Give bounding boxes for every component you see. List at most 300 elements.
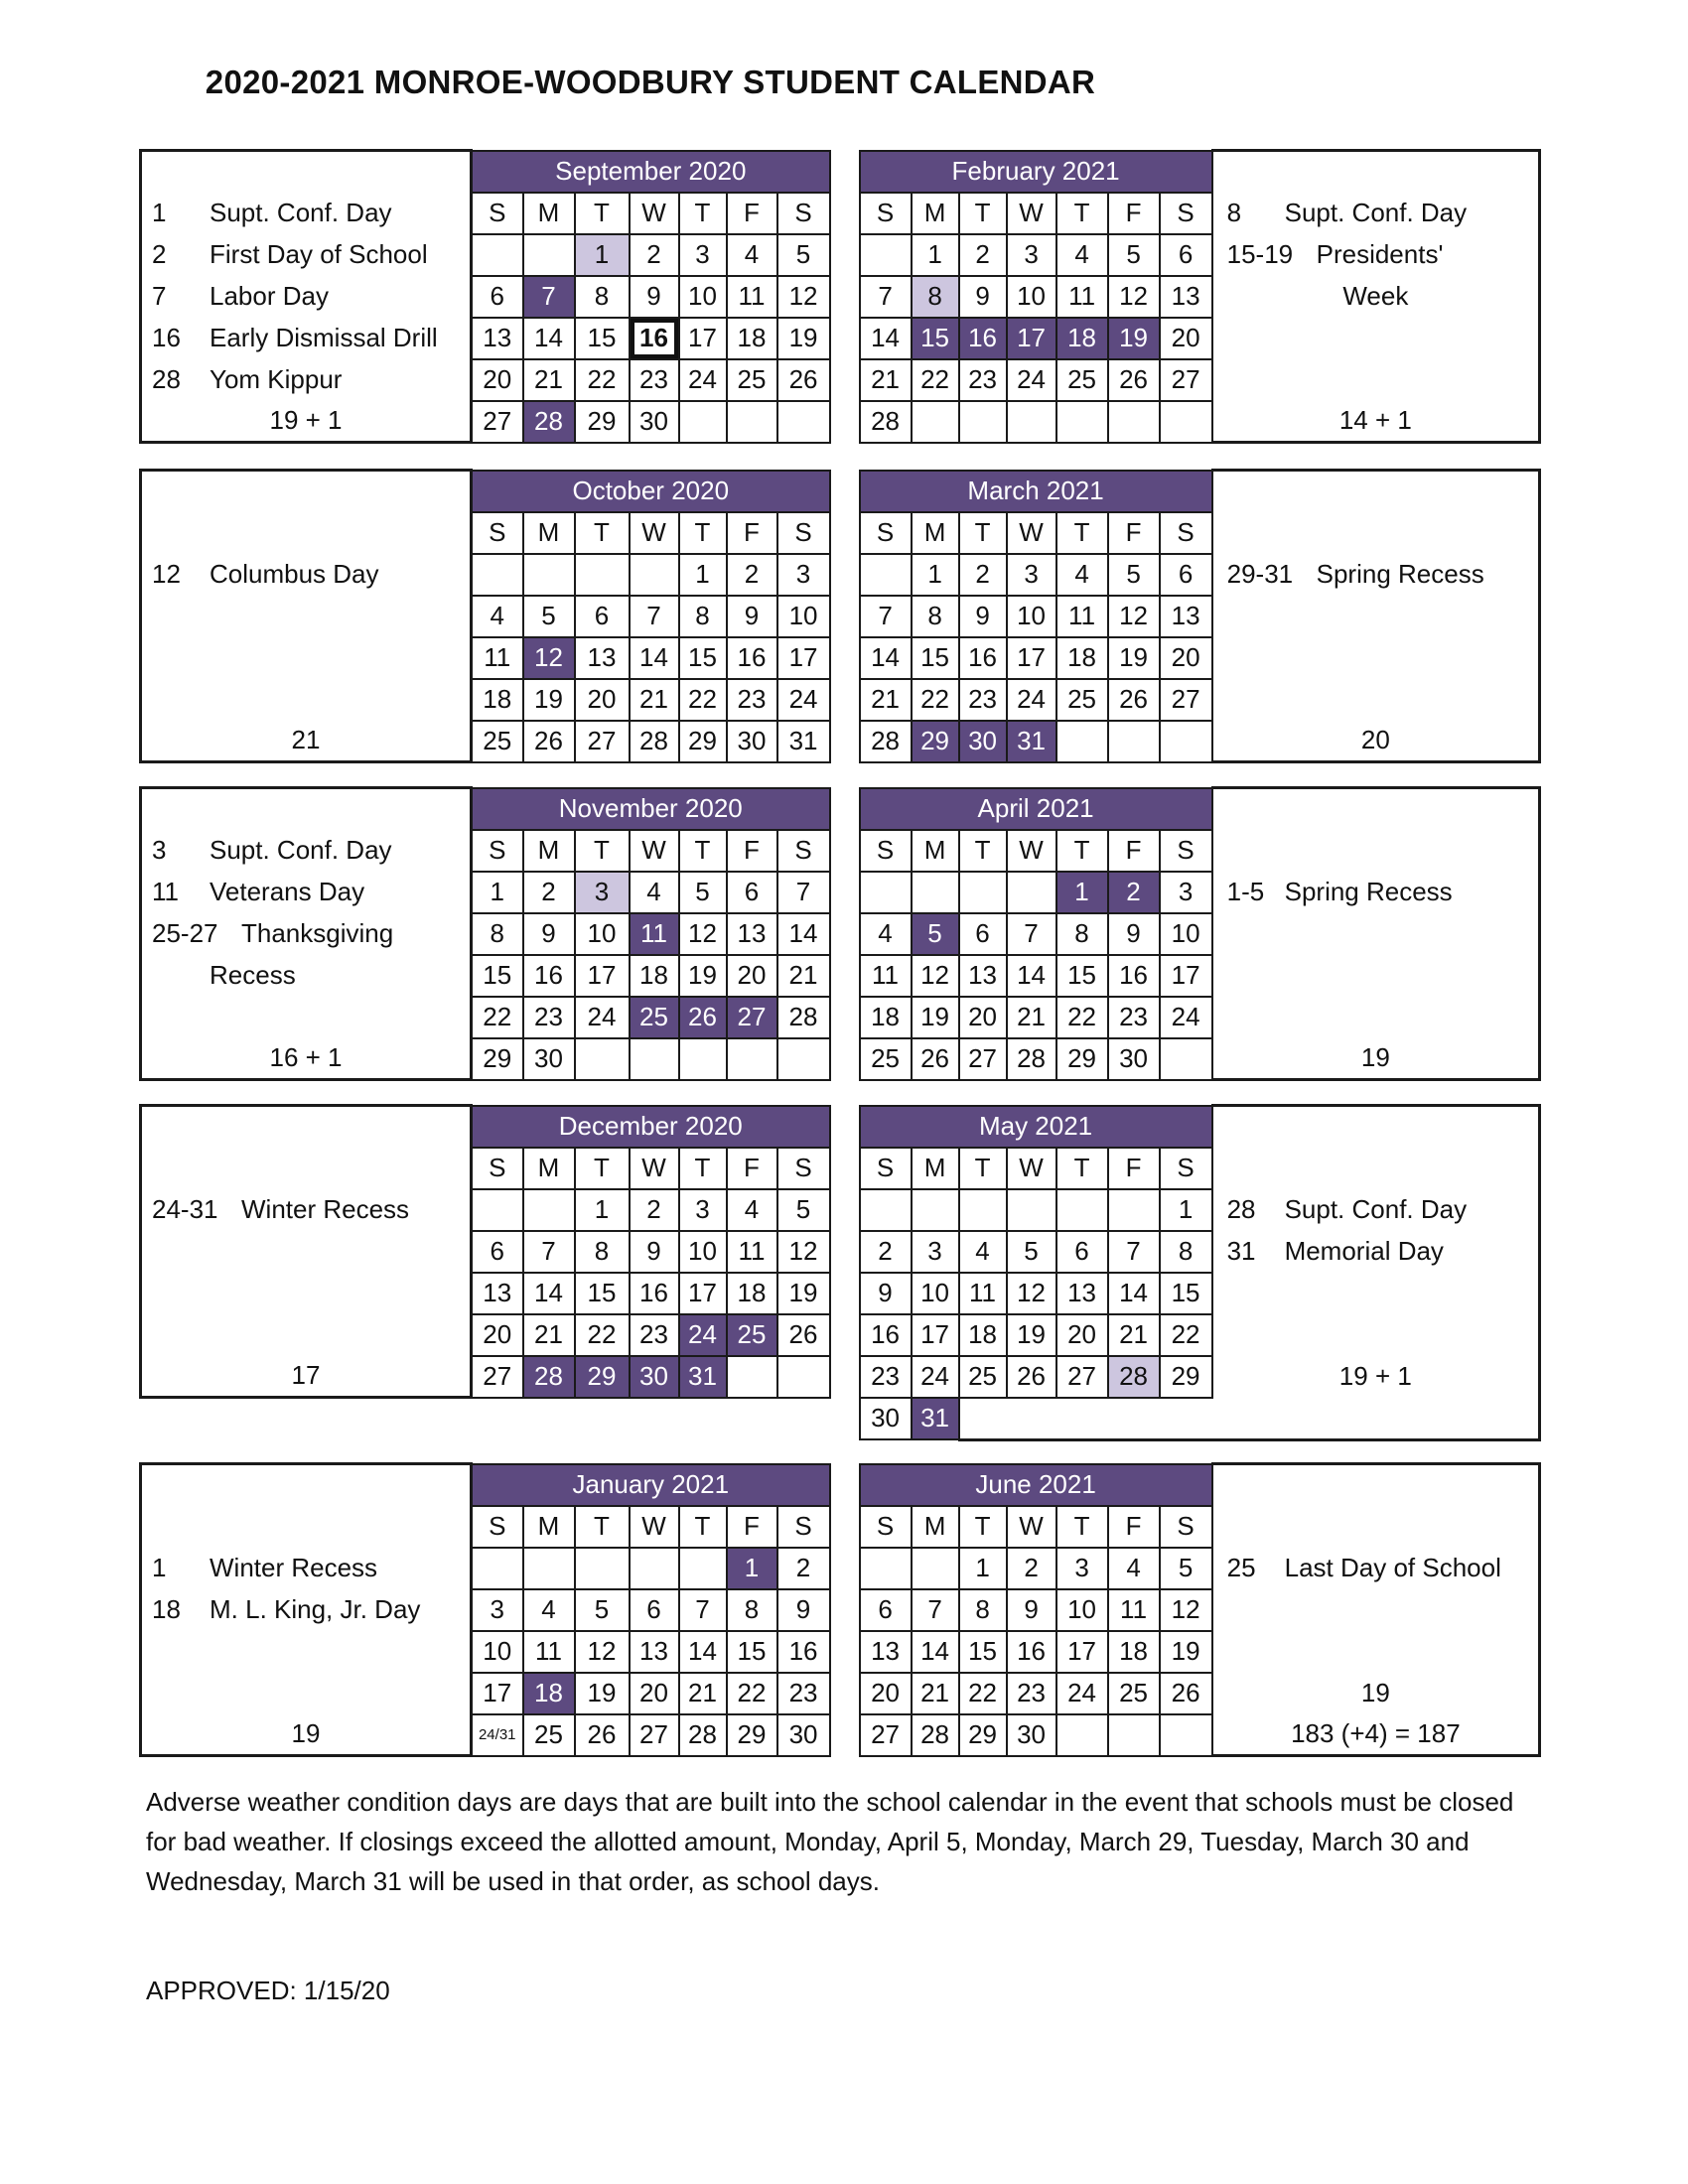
day-cell: 31 <box>777 721 830 762</box>
day-cell: 29 <box>575 401 630 443</box>
day-cell: 25 <box>727 359 777 401</box>
day-cell: 26 <box>1108 359 1160 401</box>
day-cell: 17 <box>777 637 830 679</box>
day-cell: 23 <box>860 1356 912 1398</box>
day-cell: 18 <box>1056 637 1108 679</box>
day-cell: 30 <box>727 721 777 762</box>
day-cell: 12 <box>1160 1589 1212 1631</box>
day-cell: 11 <box>1108 1589 1160 1631</box>
day-cell: 10 <box>575 913 630 955</box>
day-cell: 27 <box>630 1714 679 1756</box>
day-cell: 30 <box>630 1356 679 1398</box>
empty-day-cell <box>472 1548 523 1589</box>
day-cell: 31 <box>679 1356 727 1398</box>
calendar-block <box>139 1104 1541 1441</box>
day-cell: 26 <box>912 1038 959 1080</box>
day-cell: 8 <box>959 1589 1007 1631</box>
day-cell: 11 <box>1056 596 1108 637</box>
day-cell: 3 <box>679 234 727 276</box>
day-cell: 8 <box>1056 913 1108 955</box>
day-cell: 18 <box>630 955 679 997</box>
day-cell: 23 <box>630 359 679 401</box>
day-cell: 13 <box>472 1273 523 1314</box>
event-date: 1 <box>152 1553 167 1582</box>
day-cell: 25 <box>727 1314 777 1356</box>
day-cell: 15 <box>575 1273 630 1314</box>
day-cell: 4 <box>1056 554 1108 596</box>
event-label: Last Day of School <box>1284 1553 1501 1582</box>
month-header: March 2021 <box>860 471 1212 512</box>
month-total: 21 <box>141 721 472 762</box>
day-cell: 14 <box>912 1631 959 1673</box>
day-cell: 21 <box>679 1673 727 1714</box>
weekday-label: S <box>472 830 523 872</box>
month-header: December 2020 <box>472 1106 830 1148</box>
day-cell: 25 <box>1108 1673 1160 1714</box>
day-cell: 12 <box>1007 1273 1056 1314</box>
month-total: 19 + 1 <box>141 401 472 443</box>
day-cell: 11 <box>630 913 679 955</box>
day-cell: 16 <box>630 318 679 359</box>
day-cell: 30 <box>630 401 679 443</box>
empty-day-cell <box>1108 1714 1160 1756</box>
empty-day-cell <box>472 554 523 596</box>
weekday-label: M <box>912 1506 959 1548</box>
day-cell: 15 <box>912 318 959 359</box>
day-cell: 19 <box>679 955 727 997</box>
month-total <box>1212 1398 1540 1440</box>
day-cell: 2 <box>727 554 777 596</box>
day-cell: 13 <box>472 318 523 359</box>
empty-day-cell <box>1007 401 1056 443</box>
day-cell: 20 <box>1056 1314 1108 1356</box>
event-note <box>1212 872 1540 913</box>
day-cell: 5 <box>1108 554 1160 596</box>
day-cell: 14 <box>523 318 575 359</box>
day-cell: 22 <box>472 997 523 1038</box>
day-cell: 1 <box>1160 1189 1212 1231</box>
day-cell: 16 <box>777 1631 830 1673</box>
weekday-label: M <box>523 1506 575 1548</box>
empty-day-cell <box>1160 721 1212 762</box>
day-cell: 15 <box>727 1631 777 1673</box>
event-note <box>1212 193 1540 234</box>
day-cell: 9 <box>1108 913 1160 955</box>
empty-day-cell <box>777 1038 830 1080</box>
event-note <box>141 359 472 401</box>
event-note <box>1212 276 1540 318</box>
empty-day-cell <box>575 1548 630 1589</box>
day-cell: 28 <box>523 1356 575 1398</box>
weekday-label: T <box>959 193 1007 234</box>
empty-day-cell <box>1056 1714 1108 1756</box>
day-cell: 27 <box>959 1038 1007 1080</box>
day-cell: 31 <box>912 1398 959 1440</box>
day-cell: 27 <box>860 1714 912 1756</box>
day-cell: 16 <box>727 637 777 679</box>
empty-day-cell <box>777 401 830 443</box>
weekday-label: M <box>523 193 575 234</box>
empty-day-cell <box>860 1548 912 1589</box>
event-label: Yom Kippur <box>210 364 343 394</box>
weekday-label: M <box>912 830 959 872</box>
day-cell: 17 <box>575 955 630 997</box>
event-label: M. L. King, Jr. Day <box>210 1594 421 1624</box>
day-cell: 13 <box>1056 1273 1108 1314</box>
day-cell: 21 <box>1108 1314 1160 1356</box>
day-cell: 18 <box>523 1673 575 1714</box>
weekday-label: S <box>860 193 912 234</box>
event-label: Supt. Conf. Day <box>210 835 392 865</box>
day-cell: 23 <box>1007 1673 1056 1714</box>
empty-day-cell <box>1056 1189 1108 1231</box>
weekday-label: W <box>630 1148 679 1189</box>
event-date: 18 <box>152 1594 181 1624</box>
day-cell: 3 <box>679 1189 727 1231</box>
event-date: 29-31 <box>1226 559 1294 589</box>
day-cell: 30 <box>777 1714 830 1756</box>
day-cell: 23 <box>1108 997 1160 1038</box>
day-cell: 20 <box>1160 318 1212 359</box>
weekday-label: S <box>860 512 912 554</box>
day-cell: 19 <box>777 318 830 359</box>
day-cell: 28 <box>860 721 912 762</box>
day-cell: 16 <box>959 318 1007 359</box>
day-cell: 10 <box>912 1273 959 1314</box>
empty-day-cell <box>912 401 959 443</box>
day-cell: 19 <box>912 997 959 1038</box>
day-cell: 16 <box>1108 955 1160 997</box>
day-cell: 4 <box>472 596 523 637</box>
empty-day-cell <box>777 1356 830 1398</box>
day-cell: 2 <box>630 234 679 276</box>
event-label: Spring Recess <box>1316 559 1484 589</box>
day-cell: 10 <box>679 276 727 318</box>
weekday-label: T <box>959 1148 1007 1189</box>
day-cell: 28 <box>523 401 575 443</box>
day-cell: 20 <box>1160 637 1212 679</box>
day-cell: 19 <box>575 1673 630 1714</box>
day-cell: 15 <box>679 637 727 679</box>
day-cell: 21 <box>523 1314 575 1356</box>
day-cell: 13 <box>860 1631 912 1673</box>
event-note <box>141 872 472 913</box>
day-cell: 22 <box>575 359 630 401</box>
weekday-label: T <box>679 193 727 234</box>
day-cell: 16 <box>630 1273 679 1314</box>
day-cell: 29 <box>472 1038 523 1080</box>
day-cell: 21 <box>860 679 912 721</box>
day-cell: 11 <box>727 276 777 318</box>
day-cell: 3 <box>1160 872 1212 913</box>
event-label: Thanksgiving <box>241 918 394 948</box>
day-cell: 10 <box>679 1231 727 1273</box>
calendar-block <box>139 786 1541 1081</box>
weekday-label: T <box>1056 193 1108 234</box>
day-cell: 22 <box>1056 997 1108 1038</box>
day-cell: 5 <box>575 1589 630 1631</box>
month-header: October 2020 <box>472 471 830 512</box>
day-cell: 6 <box>959 913 1007 955</box>
day-cell: 2 <box>959 554 1007 596</box>
day-cell: 19 <box>1160 1631 1212 1673</box>
empty-day-cell <box>860 234 912 276</box>
calendar-block <box>139 149 1541 444</box>
event-date: 15-19 <box>1226 239 1294 269</box>
day-cell: 15 <box>472 955 523 997</box>
empty-day-cell <box>679 401 727 443</box>
weekday-label: W <box>630 193 679 234</box>
weekday-label: S <box>472 193 523 234</box>
event-label: Supt. Conf. Day <box>210 198 392 227</box>
weekday-label: W <box>630 512 679 554</box>
day-cell: 5 <box>679 872 727 913</box>
day-cell: 5 <box>1007 1231 1056 1273</box>
day-cell: 7 <box>912 1589 959 1631</box>
day-cell: 29 <box>1160 1356 1212 1398</box>
event-date: 24-31 <box>152 1194 218 1224</box>
day-cell: 10 <box>1160 913 1212 955</box>
day-cell: 20 <box>472 359 523 401</box>
weekday-label: T <box>575 193 630 234</box>
month-total: 17 <box>141 1356 472 1398</box>
day-cell: 9 <box>630 276 679 318</box>
event-note <box>141 830 472 872</box>
day-cell: 17 <box>679 1273 727 1314</box>
weekday-label: M <box>523 830 575 872</box>
day-cell: 16 <box>523 955 575 997</box>
weekday-label: S <box>1160 830 1212 872</box>
event-note <box>141 193 472 234</box>
day-cell: 6 <box>472 276 523 318</box>
day-cell: 25 <box>959 1356 1007 1398</box>
day-cell: 2 <box>523 872 575 913</box>
weekday-label: T <box>679 1148 727 1189</box>
day-cell: 9 <box>959 596 1007 637</box>
event-note <box>141 1189 472 1231</box>
weekday-label: T <box>679 830 727 872</box>
weekday-label: T <box>575 1148 630 1189</box>
day-cell: 13 <box>1160 276 1212 318</box>
month-total: 19 <box>141 1714 472 1756</box>
day-cell: 7 <box>777 872 830 913</box>
day-cell: 2 <box>959 234 1007 276</box>
day-cell: 30 <box>1108 1038 1160 1080</box>
day-cell: 8 <box>472 913 523 955</box>
calendar-block <box>139 469 1541 763</box>
day-cell: 19 <box>1108 637 1160 679</box>
day-cell: 28 <box>630 721 679 762</box>
day-cell: 10 <box>777 596 830 637</box>
day-cell: 14 <box>860 318 912 359</box>
event-label: First Day of School <box>210 239 428 269</box>
day-cell: 4 <box>959 1231 1007 1273</box>
day-cell: 9 <box>523 913 575 955</box>
empty-day-cell <box>727 401 777 443</box>
day-cell: 10 <box>472 1631 523 1673</box>
day-cell: 1 <box>1056 872 1108 913</box>
weekday-label: M <box>912 193 959 234</box>
day-cell: 5 <box>777 234 830 276</box>
empty-day-cell <box>727 1038 777 1080</box>
day-cell: 23 <box>727 679 777 721</box>
day-cell: 8 <box>912 596 959 637</box>
day-cell: 2 <box>1007 1548 1056 1589</box>
day-cell: 4 <box>727 1189 777 1231</box>
day-cell: 29 <box>959 1714 1007 1756</box>
empty-day-cell <box>959 872 1007 913</box>
day-cell: 12 <box>1108 276 1160 318</box>
day-cell: 6 <box>575 596 630 637</box>
day-cell: 15 <box>912 637 959 679</box>
day-cell: 28 <box>1007 1038 1056 1080</box>
day-cell: 28 <box>777 997 830 1038</box>
weekday-label: W <box>630 1506 679 1548</box>
weekday-label: T <box>1056 512 1108 554</box>
day-cell: 13 <box>630 1631 679 1673</box>
empty-day-cell <box>472 234 523 276</box>
day-cell: 11 <box>860 955 912 997</box>
day-cell: 26 <box>1108 679 1160 721</box>
month-header: January 2021 <box>472 1464 830 1506</box>
weekday-label: S <box>777 1148 830 1189</box>
empty-day-cell <box>1108 401 1160 443</box>
page-title: 2020-2021 MONROE-WOODBURY STUDENT CALENDAR <box>205 64 1096 100</box>
day-cell: 14 <box>523 1273 575 1314</box>
day-cell: 29 <box>575 1356 630 1398</box>
day-cell: 9 <box>630 1231 679 1273</box>
weekday-label: W <box>1007 830 1056 872</box>
day-cell: 28 <box>860 401 912 443</box>
day-cell: 26 <box>777 359 830 401</box>
day-cell: 11 <box>959 1273 1007 1314</box>
day-cell: 1 <box>472 872 523 913</box>
event-note <box>141 318 472 359</box>
month-header: February 2021 <box>860 151 1212 193</box>
day-cell: 6 <box>1160 234 1212 276</box>
day-cell: 18 <box>959 1314 1007 1356</box>
weekday-label: F <box>1108 1148 1160 1189</box>
weekday-label: S <box>777 193 830 234</box>
day-cell: 9 <box>860 1273 912 1314</box>
weather-note: Adverse weather condition days are days that are built into the school calendar in the event that schools must be closed for bad weather. If closings exceed the allotted amount, Monday, April 5, Monday, March 29, Tuesday, March 30 and Wednesday, March 31 will be used in that order, as school days. <box>146 1787 1514 1896</box>
day-cell: 25 <box>630 997 679 1038</box>
month-header: November 2020 <box>472 788 830 830</box>
day-cell: 1 <box>727 1548 777 1589</box>
event-note <box>1212 1548 1540 1589</box>
day-cell: 7 <box>630 596 679 637</box>
event-label: Supt. Conf. Day <box>1284 198 1468 227</box>
day-cell: 15 <box>1160 1273 1212 1314</box>
event-label: Columbus Day <box>210 559 379 589</box>
weekday-label: T <box>959 512 1007 554</box>
day-cell: 8 <box>679 596 727 637</box>
month-header: June 2021 <box>860 1464 1212 1506</box>
day-cell: 20 <box>575 679 630 721</box>
day-cell: 12 <box>523 637 575 679</box>
weekday-label: M <box>912 512 959 554</box>
day-cell: 4 <box>860 913 912 955</box>
day-cell: 6 <box>630 1589 679 1631</box>
event-note <box>141 1548 472 1589</box>
weekday-label: F <box>1108 1506 1160 1548</box>
day-cell: 17 <box>912 1314 959 1356</box>
event-date: 25 <box>1226 1553 1256 1582</box>
day-cell: 16 <box>860 1314 912 1356</box>
event-label: Winter Recess <box>210 1553 378 1582</box>
day-cell: 23 <box>630 1314 679 1356</box>
weekday-label: S <box>860 830 912 872</box>
day-cell: 26 <box>1160 1673 1212 1714</box>
day-cell: 2 <box>1108 872 1160 913</box>
day-cell: 12 <box>777 1231 830 1273</box>
day-cell: 13 <box>959 955 1007 997</box>
day-cell: 29 <box>679 721 727 762</box>
day-cell: 15 <box>959 1631 1007 1673</box>
weekday-label: F <box>727 512 777 554</box>
weekday-label: T <box>575 1506 630 1548</box>
weekday-label: F <box>727 1148 777 1189</box>
day-cell: 12 <box>912 955 959 997</box>
weekday-label: T <box>959 830 1007 872</box>
day-cell: 24 <box>1160 997 1212 1038</box>
day-cell: 24/31 <box>472 1714 523 1756</box>
day-cell: 12 <box>679 913 727 955</box>
day-cell: 23 <box>777 1673 830 1714</box>
day-cell: 7 <box>679 1589 727 1631</box>
weekday-label: F <box>727 193 777 234</box>
month-total: 19 + 1 <box>1212 1356 1540 1398</box>
weekday-label: S <box>777 830 830 872</box>
day-cell: 26 <box>679 997 727 1038</box>
event-note <box>1212 1231 1540 1273</box>
empty-day-cell <box>959 1189 1007 1231</box>
empty-day-cell <box>860 1189 912 1231</box>
day-cell: 28 <box>1108 1356 1160 1398</box>
day-cell: 11 <box>472 637 523 679</box>
event-label: Recess <box>210 960 296 990</box>
day-cell: 5 <box>777 1189 830 1231</box>
weekday-label: F <box>727 830 777 872</box>
day-cell: 25 <box>1056 359 1108 401</box>
weekday-label: T <box>1056 830 1108 872</box>
weekday-label: M <box>912 1148 959 1189</box>
weekday-label: S <box>1160 193 1212 234</box>
empty-day-cell <box>679 1038 727 1080</box>
day-cell: 8 <box>575 276 630 318</box>
day-cell: 28 <box>679 1714 727 1756</box>
weekday-label: S <box>1160 512 1212 554</box>
day-cell: 18 <box>727 318 777 359</box>
empty-day-cell <box>523 554 575 596</box>
event-note <box>1212 1189 1540 1231</box>
day-cell: 9 <box>1007 1589 1056 1631</box>
event-date: 28 <box>152 364 181 394</box>
day-cell: 29 <box>1056 1038 1108 1080</box>
day-cell: 13 <box>727 913 777 955</box>
day-cell: 25 <box>860 1038 912 1080</box>
day-cell: 14 <box>860 637 912 679</box>
day-cell: 1 <box>912 554 959 596</box>
day-cell: 31 <box>1007 721 1056 762</box>
day-cell: 14 <box>1007 955 1056 997</box>
event-label: 19 <box>1360 1678 1390 1707</box>
event-note <box>141 913 472 955</box>
weekday-label: F <box>1108 193 1160 234</box>
day-cell: 26 <box>523 721 575 762</box>
day-cell: 8 <box>912 276 959 318</box>
event-date: 25-27 <box>152 918 218 948</box>
